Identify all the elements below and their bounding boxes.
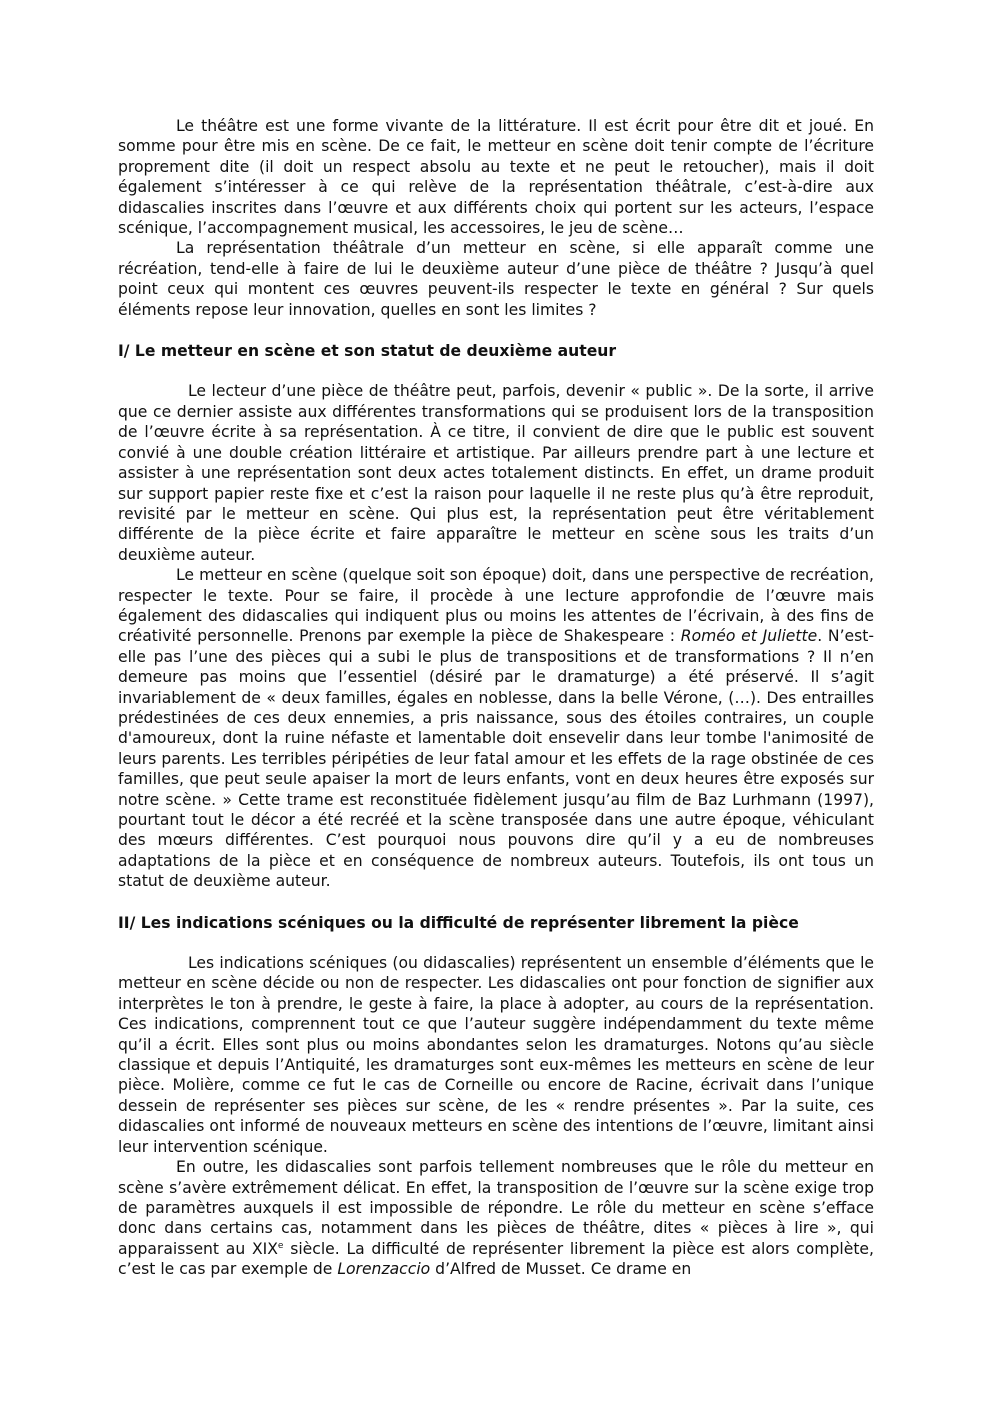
intro-paragraph-2: La représentation théâtrale d’un metteur en scène, si elle apparaît comme une récréation, tend-elle à faire de lui le deuxième auteur d’une pièce de théâtre ? Jusqu’à quel point ceux qui montent ces œuvres peuvent-ils respecter le texte en général ? Sur quels éléments repose leur innovation, quelles en sont les limites ? xyxy=(118,239,874,319)
section-1-paragraph-2 xyxy=(118,565,874,892)
section-2-paragraph-1: Les indications scéniques (ou didascalies) représentent un ensemble d’éléments que le metteur en scène décide ou non de respecter. Les didascalies ont pour fonction de signifier aux interprètes le ton à prendre, le geste à faire, la place à adopter, au cours de la représentation. Ces indications, comprennent tout ce que l’auteur suggère indépendamment du texte même qu’il a écrit. Elles sont plus ou moins abondantes selon les dramaturges. Notons qu’au siècle classique et depuis l’Antiquité, les dramaturges sont eux-mêmes les metteurs en scène de leur pièce. Molière, comme ce fut le cas de Corneille ou encore de Racine, écrivait dans l’unique dessein de représenter ses pièces sur scène, de les « rendre présentes ». Par la suite, ces didascalies ont informé de nouveaux metteurs en scène des intentions de l’œuvre, limitant ainsi leur intervention scénique. xyxy=(118,954,874,1156)
section-2-p2-text-before: En outre, les didascalies sont parfois tellement nombreuses que le rôle du metteur en scène s’avère extrêmement délicat. En effet, la transposition de l’œuvre sur la scène exige trop de paramètres auxquels il est impossible de répondre. Le rôle du metteur en scène s’efface donc dans certains cas, notamment dans les pièces de théâtre, dites « pièces à lire », qui apparaissent au XIX xyxy=(118,1158,874,1258)
play-title-lorenzaccio: Lorenzaccio xyxy=(337,1260,431,1279)
section-2-p2-text-mid: siècle. La difficulté de représenter librement la pièce est alors complète, c’est le cas par exemple de xyxy=(118,1239,874,1279)
section-1-p2-text-after: . N’est-elle pas l’une des pièces qui a subi le plus de transpositions et de transformations ? Il n’en demeure pas moins que l’essentiel (désiré par le dramaturge) a été préservé. Il s’agit invariablement de « deux familles, égales en noblesse, dans la belle Vérone, (…). Des entrailles prédestinées de ces deux ennemies, a pris naissance, sous des étoiles contraires, un couple d'amoureux, dont la ruine néfaste et lamentable doit ensevelir dans leur tombe l'animosité de leurs parents. Les terribles péripéties de leur fatal amour et les effets de la rage obstinée de ces familles, que peut seule apaiser la mort de leurs enfants, vont en deux heures être exposés sur notre scène. » Cette trame est reconstituée fidèlement jusqu’au film de Baz Lurhmann (1997), pourtant tout le décor a été recréé et la scène transposée dans une autre époque, véhiculant des mœurs différentes. C’est pourquoi nous pouvons dire qu’il y a eu de nombreuses adaptations de la pièce et en conséquence de nombreux auteurs. Toutefois, ils ont tous un statut de deuxième auteur. xyxy=(118,627,874,891)
play-title-romeo: Roméo et Juliette xyxy=(680,627,818,646)
section-1-heading: I/ Le metteur en scène et son statut de deuxième auteur xyxy=(118,342,617,361)
section-1-paragraph-1: Le lecteur d’une pièce de théâtre peut, parfois, devenir « public ». De la sorte, il arrive que ce dernier assiste aux différentes transformations qui se produisent lors de la transposition de l’œuvre écrite à sa représentation. À ce titre, il convient de dire que le public est souvent convié à une double création littéraire et artistique. Par ailleurs prendre part à une lecture et assister à une représentation sont deux actes totalement distincts. En effet, un drame produit sur support papier reste fixe et c’est la raison pour laquelle il ne reste plus qu’à être reproduit, revisité par le metteur en scène. Qui plus est, la représentation peut être véritablement différente de la pièce écrite et faire apparaître le metteur en scène sous les traits d’un deuxième auteur. xyxy=(118,382,874,564)
intro-paragraph-1: Le théâtre est une forme vivante de la littérature. Il est écrit pour être dit et joué. En somme pour être mis en scène. De ce fait, le metteur en scène doit tenir compte de l’écriture proprement dite (il doit un respect absolu au texte et ne peut le retoucher), mais il doit également s’intéresser à ce qui relève de la représentation théâtrale, c’est-à-dire aux didascalies inscrites dans l’œuvre et aux différents choix qui portent sur les acteurs, l’espace scénique, l’accompagnement musical, les accessoires, le jeu de scène… xyxy=(118,117,874,238)
section-2-p2-text-after: d’Alfred de Musset. Ce drame en xyxy=(430,1260,692,1279)
section-1-p2-text-before: Le metteur en scène (quelque soit son époque) doit, dans une perspective de recréation, respecter le texte. Pour se faire, il procède à une lecture approfondie de l’œuvre mais également des didascalies qui indiquent plus ou moins les attentes de l’écrivain, à des fins de créativité personnelle. Prenons par exemple la pièce de Shakespeare : xyxy=(118,566,874,646)
section-2-heading: II/ Les indications scéniques ou la difficulté de représenter librement la pièce xyxy=(118,913,799,932)
document-page xyxy=(118,116,874,1280)
century-superscript: e xyxy=(277,1240,284,1251)
section-2-paragraph-2 xyxy=(118,1157,874,1279)
